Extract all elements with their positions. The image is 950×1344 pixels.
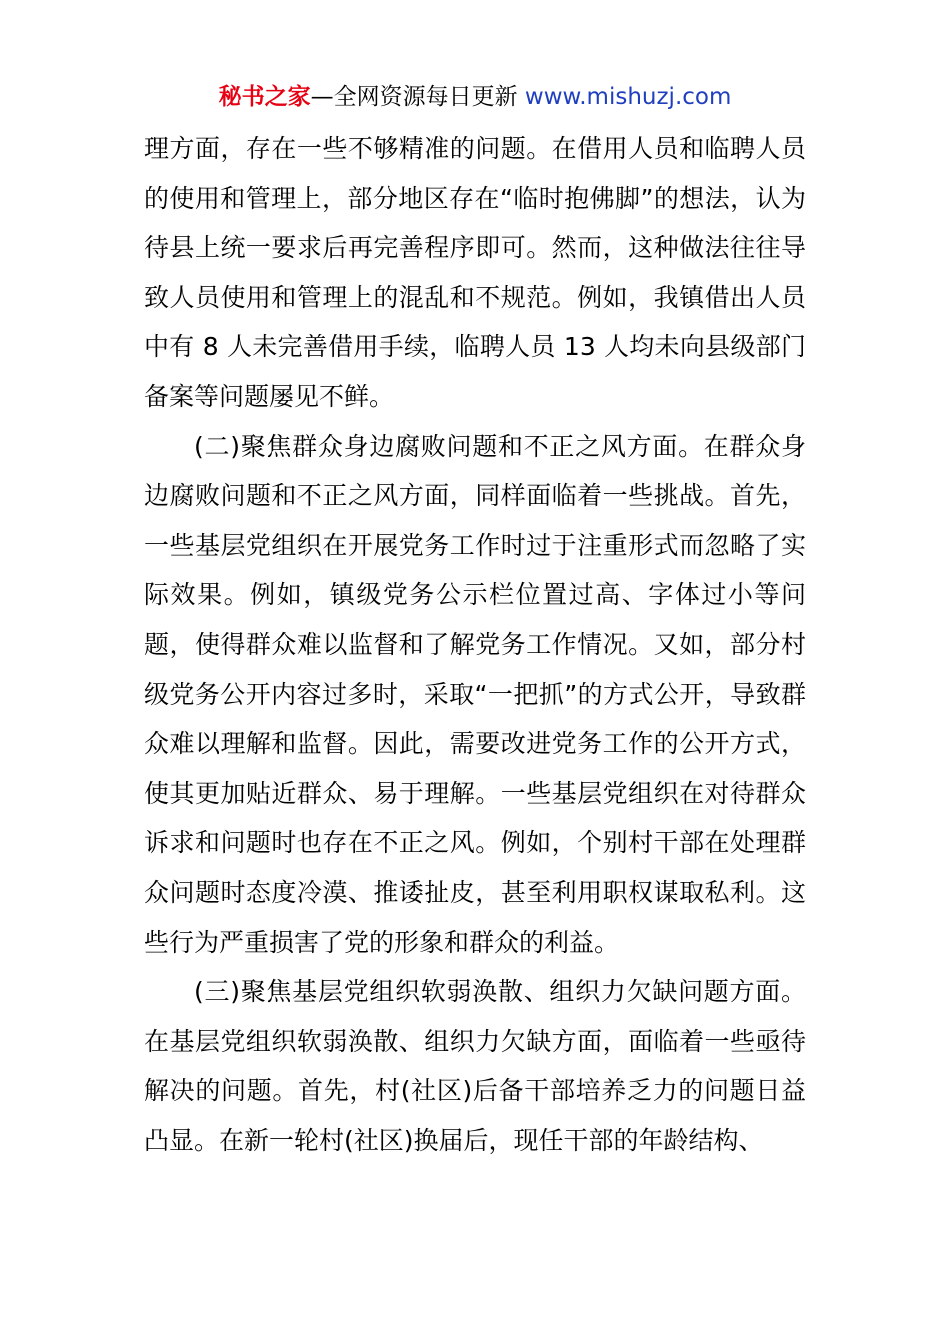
paragraph-section-3: (三)聚焦基层党组织软弱涣散、组织力欠缺问题方面。在基层党组织软弱涣散、组织力欠缺方面，面临着一些亟待解决的问题。首先，村(社区)后备干部培养乏力的问题日益凸显。在新一轮村(社区)换届后，现任干部的年龄结构、 xyxy=(144,977,806,1155)
site-header xyxy=(0,82,950,112)
site-brand: 秘书之家 xyxy=(218,84,311,110)
paragraph-continued: 理方面，存在一些不够精准的问题。在借用人员和临聘人员的使用和管理上，部分地区存在“临时抱佛脚”的想法，认为待县上统一要求后再完善程序即可。然而，这种做法往往导致人员使用和管理上的混乱和不规范。例如，我镇借出人员中有 8 人未完善借用手续，临聘人员 13 人均未向县级部门备案等问题屡见不鲜。 xyxy=(144,134,806,411)
document-body xyxy=(144,124,806,1165)
site-tagline: —全网资源每日更新 xyxy=(310,84,518,110)
site-url-link[interactable]: www.mishuzj.com xyxy=(524,84,732,110)
paragraph-section-2: (二)聚焦群众身边腐败问题和不正之风方面。在群众身边腐败问题和不正之风方面，同样面临着一些挑战。首先，一些基层党组织在开展党务工作时过于注重形式而忽略了实际效果。例如，镇级党务公示栏位置过高、字体过小等问题，使得群众难以监督和了解党务工作情况。又如，部分村级党务公开内容过多时，采取“一把抓”的方式公开，导致群众难以理解和监督。因此，需要改进党务工作的公开方式，使其更加贴近群众、易于理解。一些基层党组织在对待群众诉求和问题时也存在不正之风。例如，个别村干部在处理群众问题时态度冷漠、推诿扯皮，甚至利用职权谋取私利。这些行为严重损害了党的形象和群众的利益。 xyxy=(144,431,806,957)
